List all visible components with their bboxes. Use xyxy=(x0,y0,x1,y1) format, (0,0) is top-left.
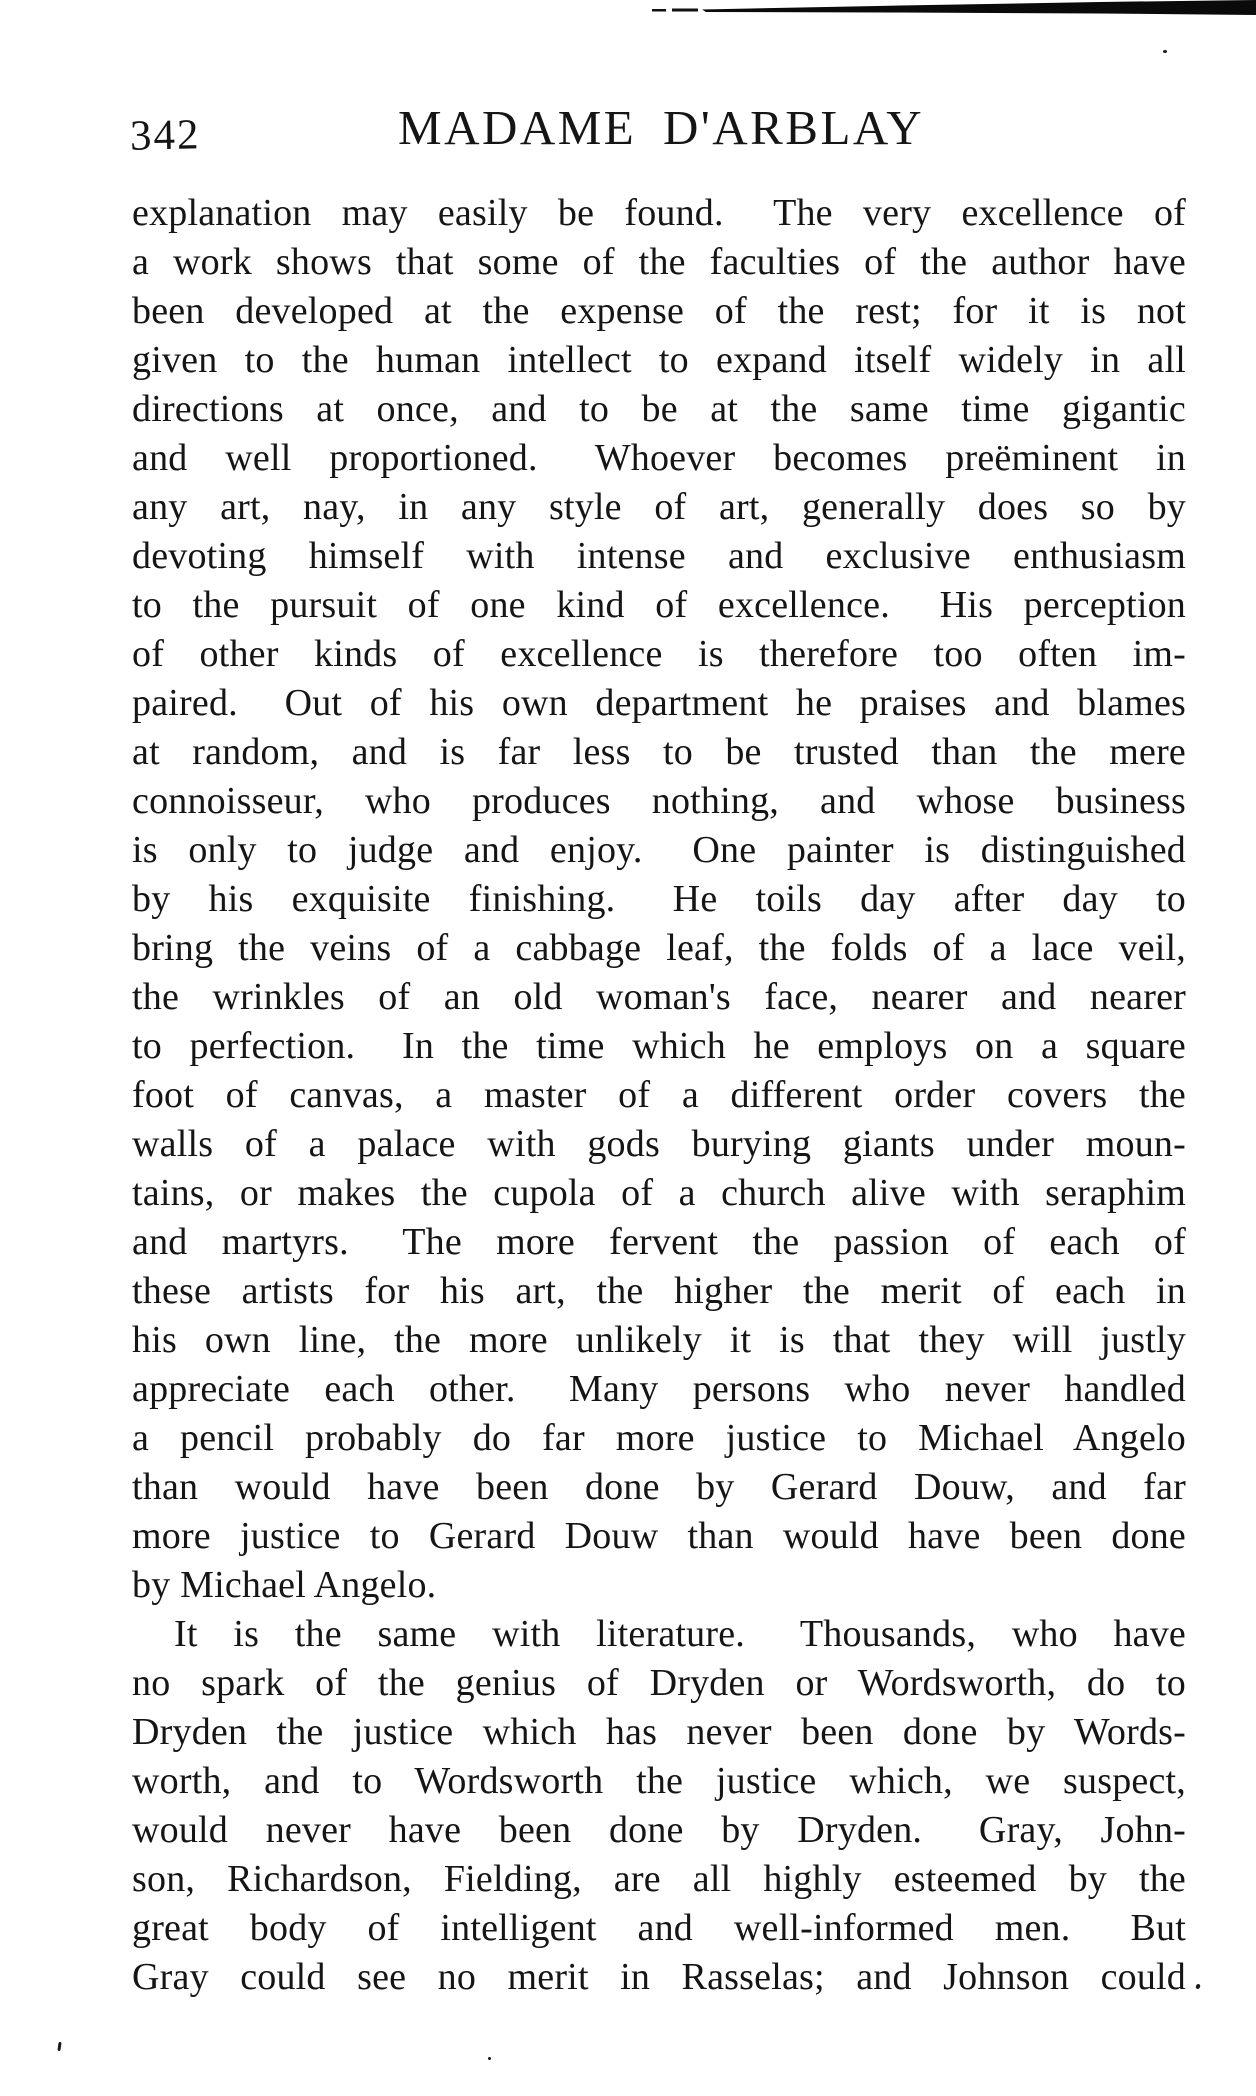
text-line: would never have been done by Dryden. Gray, John- xyxy=(132,1809,1186,1851)
text-line: is only to judge and enjoy. One painter is distinguished xyxy=(132,829,1186,871)
text-line: his own line, the more unlikely it is that they will justly xyxy=(132,1319,1186,1361)
text-line: and martyrs. The more fervent the passion of each of xyxy=(132,1221,1186,1263)
text-line: a work shows that some of the faculties of the author have xyxy=(132,241,1186,283)
text-line: Gray could see no merit in Rasselas; and Johnson could xyxy=(132,1956,1186,1998)
text-line: worth, and to Wordsworth the justice which, we suspect, xyxy=(132,1760,1186,1802)
text-line: foot of canvas, a master of a different order covers the xyxy=(132,1074,1186,1116)
text-line: walls of a palace with gods burying giants under moun- xyxy=(132,1123,1186,1165)
running-header-title: MADAME D'ARBLAY xyxy=(398,100,925,155)
text-line: by Michael Angelo. xyxy=(132,1564,437,1606)
text-line: given to the human intellect to expand itself widely in all xyxy=(132,339,1186,381)
text-line: a pencil probably do far more justice to Michael Angelo xyxy=(132,1417,1186,1459)
ink-speck xyxy=(488,2057,491,2060)
text-line: directions at once, and to be at the same time gigantic xyxy=(132,388,1186,430)
text-line: bring the veins of a cabbage leaf, the folds of a lace veil, xyxy=(132,927,1186,969)
ink-speck xyxy=(57,2042,61,2051)
ink-speck xyxy=(1163,50,1167,53)
text-line: tains, or makes the cupola of a church alive with seraphim xyxy=(132,1172,1186,1214)
text-line: these artists for his art, the higher the merit of each in xyxy=(132,1270,1186,1312)
text-line: at random, and is far less to be trusted than the mere xyxy=(132,731,1186,773)
text-line: Dryden the justice which has never been done by Words- xyxy=(132,1711,1186,1753)
text-line: more justice to Gerard Douw than would have been done xyxy=(132,1515,1186,1557)
text-line: explanation may easily be found. The very excellence of xyxy=(132,192,1186,234)
text-line: no spark of the genius of Dryden or Wordsworth, do to xyxy=(132,1662,1186,1704)
text-line: and well proportioned. Whoever becomes preëminent in xyxy=(132,437,1186,479)
ink-speck xyxy=(1195,1983,1200,1989)
text-line: been developed at the expense of the rest; for it is not xyxy=(132,290,1186,332)
text-line: to the pursuit of one kind of excellence. His perception xyxy=(132,584,1186,626)
text-line: connoisseur, who produces nothing, and whose business xyxy=(132,780,1186,822)
scan-edge-rule xyxy=(0,0,1256,18)
text-line: than would have been done by Gerard Douw, and far xyxy=(132,1466,1186,1508)
text-line: paired. Out of his own department he praises and blames xyxy=(132,682,1186,724)
text-line: by his exquisite finishing. He toils day after day to xyxy=(132,878,1186,920)
text-line: the wrinkles of an old woman's face, nearer and nearer xyxy=(132,976,1186,1018)
text-line: any art, nay, in any style of art, generally does so by xyxy=(132,486,1186,528)
text-line: son, Richardson, Fielding, are all highly esteemed by the xyxy=(132,1858,1186,1900)
page-number: 342 xyxy=(129,111,201,160)
text-line: It is the same with literature. Thousands, who have xyxy=(174,1613,1186,1655)
text-line: to perfection. In the time which he employs on a square xyxy=(132,1025,1186,1067)
text-line: appreciate each other. Many persons who never handled xyxy=(132,1368,1186,1410)
text-line: of other kinds of excellence is therefore too often im- xyxy=(132,633,1186,675)
body-text xyxy=(132,189,1186,2002)
text-line: devoting himself with intense and exclusive enthusiasm xyxy=(132,535,1186,577)
text-line: great body of intelligent and well-informed men. But xyxy=(132,1907,1186,1949)
